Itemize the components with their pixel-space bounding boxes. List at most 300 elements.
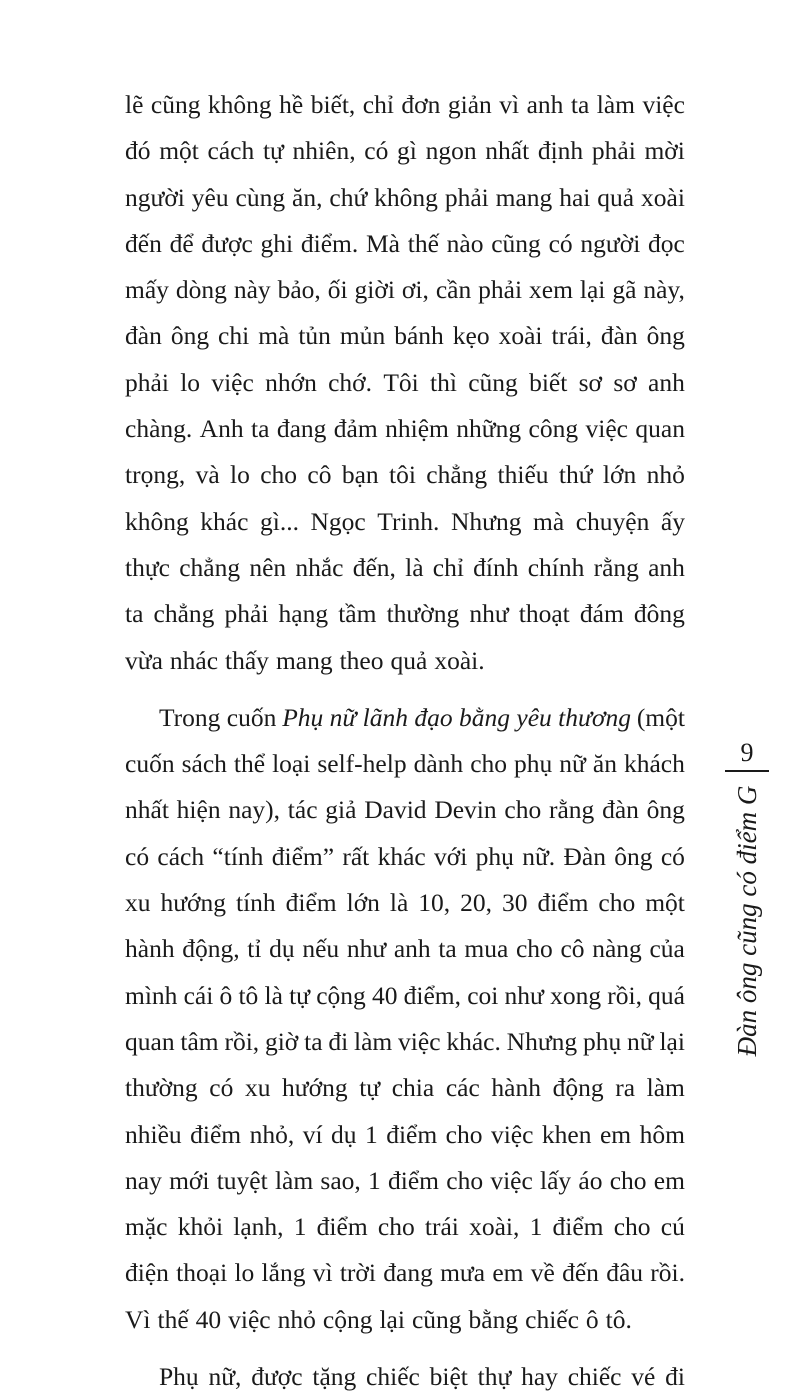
word: phụ — [514, 749, 553, 779]
word: lo — [234, 1258, 255, 1288]
word: nay), — [228, 795, 281, 825]
word: vừa — [125, 645, 163, 675]
paragraph-first-line — [125, 695, 685, 741]
word: Mà — [366, 228, 400, 258]
word: trái, — [551, 321, 592, 351]
text-line — [125, 82, 685, 128]
word: tâm — [180, 1026, 219, 1056]
word: cho — [377, 1212, 415, 1242]
word: sơ — [578, 367, 603, 397]
word: nữ — [627, 1026, 654, 1056]
word: động, — [182, 934, 240, 964]
word: ghi — [260, 228, 294, 258]
page-number: 9 — [740, 738, 754, 767]
word: điểm. — [300, 228, 359, 258]
word: đàn — [125, 321, 162, 351]
word: hành — [125, 934, 175, 964]
word: lớn — [602, 460, 637, 490]
word: khen — [541, 1119, 592, 1149]
word: điểm — [537, 888, 589, 918]
word: cho — [598, 888, 636, 918]
word: đến — [562, 1258, 599, 1288]
text-line — [125, 499, 685, 545]
word: dụ — [331, 1119, 357, 1149]
word: được — [201, 228, 253, 258]
word: những — [456, 414, 522, 444]
word: lạnh, — [233, 1212, 284, 1242]
word: lớn — [346, 888, 380, 918]
word: cuốn — [125, 749, 175, 779]
word: trời — [339, 1258, 376, 1288]
word: cho — [260, 460, 298, 490]
word: khác. — [446, 1026, 501, 1056]
text-line — [125, 638, 685, 684]
word: nhác — [169, 645, 219, 675]
word: yêu — [191, 182, 229, 212]
word: nhiều — [125, 1119, 182, 1149]
text-segment: (một — [636, 702, 685, 732]
word: quả — [390, 645, 428, 675]
word: cùng — [235, 182, 286, 212]
word: xu — [244, 1073, 271, 1103]
word: xem — [529, 275, 573, 305]
word: chứ — [329, 182, 368, 212]
word: nay — [125, 1165, 162, 1195]
word: ta — [304, 1026, 323, 1056]
word: ông — [170, 321, 210, 351]
word: xong — [550, 980, 602, 1010]
word: không — [207, 90, 272, 119]
word: mà — [258, 321, 290, 351]
word: đông — [633, 599, 685, 629]
word: trọng, — [125, 460, 186, 490]
word: nhất — [485, 136, 530, 166]
word: theo — [339, 645, 384, 675]
word: có — [548, 228, 573, 258]
word: điểm — [388, 1165, 440, 1195]
word: lẽ — [125, 90, 144, 119]
text-segment: Trong cuốn — [159, 702, 277, 732]
text-line — [125, 880, 685, 926]
word: hay — [521, 1362, 558, 1392]
word: hạng — [278, 599, 329, 629]
page-number-rule — [725, 770, 769, 772]
word: trái — [424, 1212, 459, 1242]
word: nào — [446, 228, 484, 258]
word: xoài, — [469, 1212, 520, 1242]
word: lo — [180, 367, 201, 397]
word: nhiệm — [385, 414, 449, 444]
word: cũng — [411, 1304, 462, 1334]
word: phải — [478, 275, 523, 305]
word: đảm — [333, 414, 378, 444]
word: Nhưng — [506, 1026, 578, 1056]
word: nhắc — [295, 552, 344, 582]
word: tặng — [312, 1362, 357, 1392]
word: cho — [515, 934, 553, 964]
word: một — [645, 888, 685, 918]
word: cô — [560, 934, 585, 964]
word: có — [660, 841, 685, 871]
word: ta — [251, 414, 270, 444]
text-line — [125, 1158, 685, 1204]
word: là — [264, 980, 283, 1010]
word: ô — [585, 1304, 599, 1334]
word: giời — [354, 275, 395, 305]
word: phải — [444, 182, 489, 212]
word: biết — [529, 367, 568, 397]
word: đâu — [606, 1258, 644, 1288]
word: bảo, — [277, 275, 321, 305]
word: anh — [648, 552, 685, 582]
word: rồi, — [607, 980, 642, 1010]
word: là — [389, 888, 409, 918]
word: rất — [342, 841, 370, 871]
text-line — [125, 267, 685, 313]
word: này — [233, 275, 271, 305]
word: thực — [125, 552, 170, 582]
word: tuyệt — [216, 1165, 268, 1195]
word: dành — [413, 749, 464, 779]
word: lo — [230, 460, 250, 490]
word: vé — [631, 1362, 656, 1392]
word: ối — [327, 275, 348, 305]
word: như — [346, 934, 387, 964]
word: anh — [648, 367, 685, 397]
word: self-help — [317, 749, 407, 779]
word: thứ — [558, 460, 593, 490]
text-line — [125, 1065, 685, 1111]
word: sách — [181, 749, 227, 779]
word: Devin — [434, 795, 497, 825]
text-line — [125, 1112, 685, 1158]
word: cho — [504, 795, 542, 825]
word: đến — [125, 228, 162, 258]
word: thiếu — [497, 460, 549, 490]
word: hai — [559, 182, 591, 212]
word: làm — [274, 1165, 314, 1195]
word: tác — [287, 795, 318, 825]
word: chuyện — [575, 506, 650, 536]
text-line — [125, 1250, 685, 1296]
word: khách — [623, 749, 685, 779]
word: việc — [398, 1026, 441, 1056]
word: vì — [499, 90, 520, 119]
text-line — [125, 313, 685, 359]
word: người — [580, 228, 641, 258]
word: cách — [207, 136, 255, 166]
word: anh — [393, 934, 431, 964]
word: đến, — [352, 552, 396, 582]
word: giả — [325, 795, 357, 825]
word: tỉ — [247, 934, 262, 964]
word: nhất — [125, 795, 169, 825]
word: điểm — [190, 1119, 242, 1149]
word: cái — [183, 980, 214, 1010]
word: nữ, — [208, 1362, 242, 1392]
word: ta — [438, 934, 457, 964]
word: khỏi — [177, 1212, 224, 1242]
word: điện — [125, 1258, 169, 1288]
word: chẳng — [426, 460, 488, 490]
word: Trinh. — [377, 506, 440, 536]
word: Đàn — [563, 841, 606, 871]
word: tự — [262, 136, 284, 166]
word: gã — [612, 275, 637, 305]
word: làm — [353, 1026, 393, 1056]
word: mấy — [125, 275, 169, 305]
word: khác — [377, 841, 426, 871]
word: về — [530, 1258, 555, 1288]
word: tô. — [605, 1304, 632, 1334]
word: cho — [445, 1119, 483, 1149]
word: đọc — [648, 228, 685, 258]
word: hướng — [160, 888, 227, 918]
word: nhỏ — [646, 460, 685, 490]
word: gì — [397, 136, 417, 166]
word: có — [364, 136, 389, 166]
word: nữ. — [522, 841, 556, 871]
word: 40 — [195, 1304, 222, 1334]
word: rằng — [549, 795, 595, 825]
word: là — [405, 552, 424, 582]
word: đàn — [602, 795, 639, 825]
word: Phụ — [159, 1362, 199, 1392]
word: bằng — [468, 1304, 519, 1334]
word: ấy — [660, 506, 685, 536]
word: được — [251, 1362, 303, 1392]
word: bạn — [341, 460, 379, 490]
word: thường — [125, 1073, 198, 1103]
word: hề — [279, 90, 304, 119]
word: việc — [585, 414, 628, 444]
word: mưa — [440, 1258, 486, 1288]
text-line — [125, 973, 685, 1019]
word: ông — [646, 795, 685, 825]
word: ăn — [592, 749, 617, 779]
word: 30 — [501, 888, 528, 918]
word: Ngọc — [310, 506, 366, 536]
word: ra — [615, 1073, 636, 1103]
text-line — [125, 128, 685, 174]
word: Anh — [199, 414, 244, 444]
word: lấy — [540, 1165, 572, 1195]
word: với — [434, 841, 468, 871]
word: điểm” — [271, 841, 335, 871]
word: kẹo — [452, 321, 490, 351]
word: 40 — [371, 980, 398, 1010]
word: chẳng — [153, 599, 215, 629]
word: ta — [570, 90, 590, 119]
word: lại — [659, 1026, 685, 1056]
word: lại — [379, 1304, 405, 1334]
word: tính — [236, 888, 276, 918]
word: cô — [307, 460, 332, 490]
word: David — [364, 795, 427, 825]
word: chia — [391, 1073, 435, 1103]
word: hướng — [282, 1073, 348, 1103]
word: nên — [249, 552, 287, 582]
word: ông — [646, 321, 685, 351]
word: thì — [430, 367, 457, 397]
word: đó — [125, 136, 151, 166]
text-line — [125, 834, 685, 880]
word: động — [552, 1073, 604, 1103]
word: 1 — [364, 1119, 378, 1149]
word: đang — [276, 414, 327, 444]
word: chiếc — [525, 1304, 579, 1334]
text-line — [125, 591, 685, 637]
word: 10, — [418, 888, 451, 918]
word: như — [469, 599, 509, 629]
word: sao, — [320, 1165, 361, 1195]
word: thường — [386, 599, 460, 629]
word: mang — [275, 645, 333, 675]
word: định — [537, 136, 584, 166]
word: làm — [646, 1073, 685, 1103]
word: sơ — [613, 367, 637, 397]
word: nhỏ, — [249, 1119, 295, 1149]
word: đơn — [401, 90, 441, 119]
word: một — [159, 136, 199, 166]
word: thế — [407, 228, 439, 258]
word: ví — [302, 1119, 323, 1149]
word: quan — [125, 1026, 175, 1056]
word: như — [504, 980, 544, 1010]
word: hôm — [639, 1119, 685, 1149]
word: có — [125, 841, 150, 871]
word: nhỏ — [277, 1304, 316, 1334]
word: của — [649, 934, 685, 964]
word: nhiên, — [292, 136, 356, 166]
word: tự — [359, 1073, 381, 1103]
word: ơi, — [401, 275, 429, 305]
word: quan — [635, 414, 685, 444]
page-sidebar — [712, 738, 782, 1057]
word: gì... — [259, 506, 299, 536]
word: xu — [125, 888, 151, 918]
word: chỉ — [362, 90, 394, 119]
word: rồi. — [650, 1258, 685, 1288]
word: mua — [464, 934, 509, 964]
word: cho — [446, 1165, 484, 1195]
word: cách — [157, 841, 205, 871]
word: ông — [614, 841, 653, 871]
word: cú — [660, 1212, 685, 1242]
word: có — [209, 1073, 234, 1103]
word: đính — [473, 552, 519, 582]
text-line — [125, 787, 685, 833]
word: phải — [591, 136, 636, 166]
text-line — [125, 452, 685, 498]
word: “tính — [212, 841, 264, 871]
word: thấy — [225, 645, 269, 675]
word: người — [125, 182, 185, 212]
word: công — [528, 414, 579, 444]
word: phải — [125, 367, 169, 397]
word: việc — [228, 1304, 271, 1334]
word: điểm — [316, 1212, 368, 1242]
word: thoại — [176, 1258, 228, 1288]
word: để — [169, 228, 194, 258]
word: mà — [533, 506, 565, 536]
word: mời — [644, 136, 685, 166]
word: điểm — [285, 888, 337, 918]
word: tự — [289, 980, 310, 1010]
word: tủn — [298, 321, 331, 351]
word: dụ — [269, 934, 295, 964]
word: chỉ — [432, 552, 464, 582]
word: Tôi — [383, 367, 419, 397]
text-line — [125, 1019, 685, 1065]
word: vì — [312, 1258, 333, 1288]
word: bánh — [394, 321, 444, 351]
word: 1 — [368, 1165, 381, 1195]
word: việc — [211, 367, 254, 397]
word: tôi — [389, 460, 416, 490]
word: Vì — [125, 1304, 151, 1334]
word: chính — [527, 552, 585, 582]
word: cộng — [316, 980, 366, 1010]
word: không — [374, 182, 438, 212]
text-line — [125, 1297, 685, 1343]
word: Nhưng — [450, 506, 522, 536]
word: việc — [490, 1165, 533, 1195]
word: cần — [435, 275, 472, 305]
word: cộng — [322, 1304, 373, 1334]
word: cũng — [491, 228, 541, 258]
word: xoài — [498, 321, 543, 351]
word: cho — [609, 1165, 647, 1195]
word: coi — [467, 980, 499, 1010]
word: thoạt — [518, 599, 570, 629]
word: xoài — [641, 182, 685, 212]
word: cho — [470, 749, 508, 779]
word: này, — [643, 275, 685, 305]
book-title: Phụ nữ lãnh đạo bằng yêu thương — [282, 702, 631, 732]
word: đi — [328, 1026, 349, 1056]
word: chiếc — [366, 1362, 420, 1392]
word: ngon — [425, 136, 477, 166]
word: em — [653, 1165, 685, 1195]
text-line — [125, 406, 685, 452]
word: làm — [596, 90, 635, 119]
word: em — [599, 1119, 632, 1149]
word: hành — [491, 1073, 541, 1103]
word: biệt — [429, 1362, 468, 1392]
word: nữ — [559, 749, 586, 779]
word: đàn — [600, 321, 638, 351]
word: hiện — [176, 795, 221, 825]
word: 1 — [529, 1212, 543, 1242]
word: 1 — [293, 1212, 307, 1242]
word: đang — [383, 1258, 433, 1288]
word: ô — [219, 980, 233, 1010]
word: ăn, — [292, 182, 323, 212]
text-line — [125, 1354, 685, 1400]
word: giản — [447, 90, 492, 119]
word: cũng — [468, 367, 518, 397]
word: tô — [238, 980, 259, 1010]
word: phụ — [475, 841, 514, 871]
word: việc — [490, 1119, 534, 1149]
word: đám — [579, 599, 624, 629]
text-line — [125, 360, 685, 406]
word: quả — [597, 182, 635, 212]
word: mình — [125, 980, 178, 1010]
word: nhớn — [265, 367, 317, 397]
text-line — [125, 1204, 685, 1250]
